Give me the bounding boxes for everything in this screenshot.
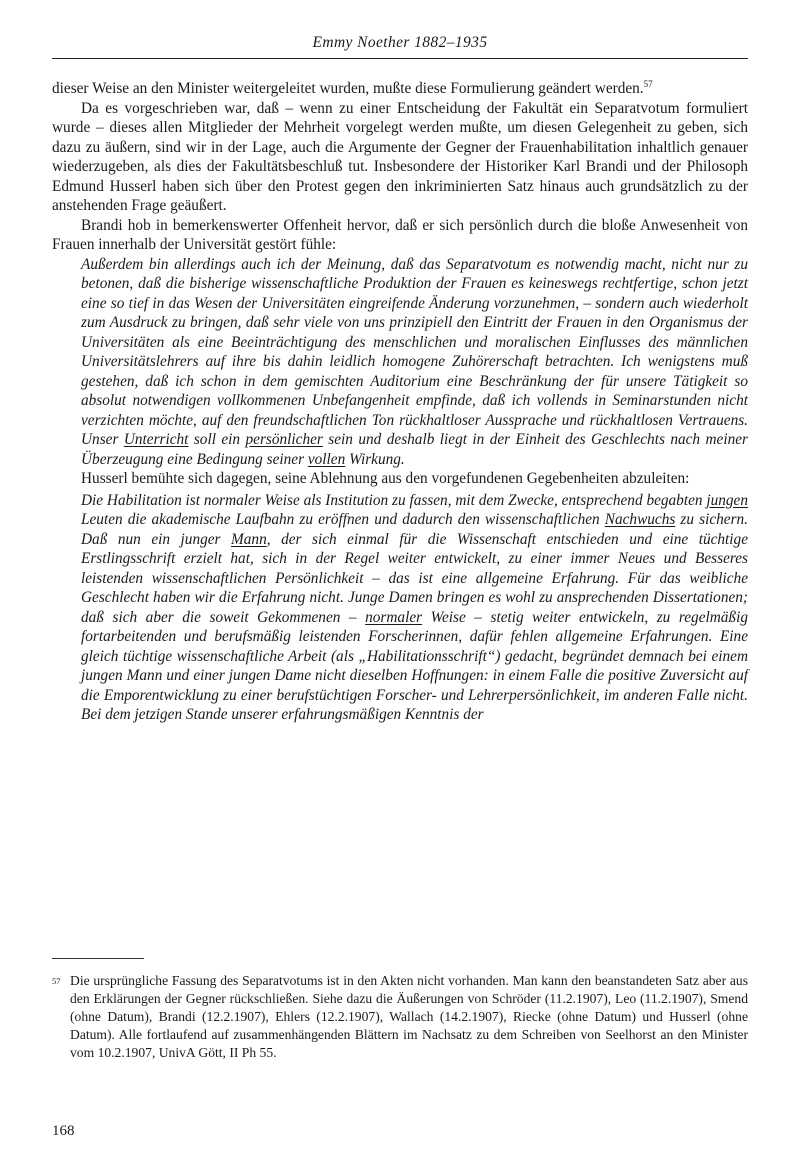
body-text (52, 79, 748, 725)
paragraph-3: Brandi hob in bemerkenswerter Offenheit hervor, daß er sich persönlich durch die bloße Anwesenheit von Frauen innerhalb der Universität gestört fühle: (52, 216, 748, 253)
footnote-number: 57 (52, 976, 61, 986)
paragraph-2: Da es vorgeschrieben war, daß – wenn zu einer Entscheidung der Fakultät ein Separatvotum formuliert wurde – dieses allen Mitglieder der Mehrheit vorgelegt werden mußte, um diesen Gelegenheit zu geben, sich dazu zu äußern, sind wir in der Lage, auch die Argumente der Gegner der Frauenhabilitation inhaltlich genauer wiederzugeben, als dies der Fakultätsbeschluß tut. Insbesondere der Historiker Karl Brandi und der Philosoph Edmund Husserl haben sich über den Protest gegen den inkriminierten Satz hinaus auch grundsätzlich zu der anstehenden Frage geäußert. (52, 99, 748, 214)
page-number: 168 (52, 1123, 75, 1139)
paragraph-4: Husserl bemühte sich dagegen, seine Ablehnung aus den vorgefundenen Gegebenheiten abzuleiten: (81, 470, 690, 487)
block-quote-husserl: Die Habilitation ist normaler Weise als Institution zu fassen, mit dem Zwecke, entsprechend begabten jungen Leuten die akademische Laufbahn zu eröffnen und dadurch den wissenschaftlichen Nachwuchs zu sichern. Daß nun ein junger Mann, der sich einmal für die Wissenschaft entschieden und eine tüchtige Erstlingsschrift erzielt hat, sich in der Regel weiter entwickelt, zu einer immer Neues und Besseres leistenden wissenschaftlichen Persönlichkeit – das ist eine allgemeine Erfahrung. Für das weibliche Geschlecht haben wir die Erfahrung nicht. Junge Damen bringen es wohl zu ansprechenden Dissertationen; daß sich aber die soweit Gekommenen – normaler Weise – stetig weiter entwickeln, zu regelmäßig fortarbeitenden und berufsmäßig leistenden Forscherinnen, dafür fehlen allgemeine Erfahrungen. Eine gleich tüchtige wissenschaftliche Arbeit (als „Habilitationsschrift“) gedacht, begründet demnach bei einem jungen Mann und einer jungen Dame nicht dieselben Hoffnungen: in einem Falle die positive Zuversicht auf die Emporentwicklung zu einer berufstüchtigen Forscher- und Lehrerpersönlichkeit, im anderen Falle nicht. Bei dem jetzigen Stande unserer erfahrungsmäßigen Kenntnis der (81, 491, 748, 723)
footnote-rule (52, 958, 144, 959)
block-quote-brandi: Außerdem bin allerdings auch ich der Meinung, daß das Separatvotum es notwendig macht, nicht nur zu betonen, daß die bisherige wissenschaftliche Produktion der Frauen es keineswegs rechtfertige, schon jetzt eine so tief in das Wesen der Universitäten eingreifende Änderung vorzunehmen, – sondern auch wiederholt zum Ausdruck zu bringen, daß sehr viele von uns prinzipiell den Eintritt der Frauen in den Organismus der Universitäten als eine Beeinträchtigung des menschlichen und moralischen Einflusses des männlichen Universitätslehrers auf ihre bis dahin leidlich homogene Zuhörerschaft betrachten. Ich wenigstens muß gestehen, daß ich schon in dem gemischten Auditorium eine Beschränkung der für unsere Tätigkeit so absolut notwendigen vollkommenen Unbefangenheit empfinde, daß ich vollends in Seminarstunden nicht verzichten möchte, auf den freundschaftlichen Ton rückhaltloser Aussprache und rückhaltlosen Vertrauens. Unser Unterricht soll ein persönlicher sein und deshalb liegt in der Einheit des Geschlechts nach meiner Überzeugung eine Bedingung seiner vollen Wirkung. (81, 255, 748, 468)
footnote-reference[interactable]: 57 (643, 79, 653, 89)
underlined-word: Nachwuchs (604, 511, 676, 528)
underlined-word: persönlicher (245, 431, 323, 448)
header-rule (52, 58, 748, 59)
underlined-word: normaler (365, 608, 423, 626)
underlined-word: jungen (706, 491, 748, 509)
footnote-text: Die ursprüngliche Fassung des Separatvotums ist in den Akten nicht vorhanden. Man kann den beanstandeten Satz aber aus den Erklärungen der Gegner rückschließen. Siehe dazu die Äußerungen von Schröder (11.2.1907), Leo (11.2.1907), Smend (ohne Datum), Brandi (12.2.1907), Ehlers (12.2.1907), Wallach (14.2.1907), Riecke (ohne Datum) und Husserl (ohne Datum). Alle fortlaufend auf zusammenhängenden Blättern im Nachsatz zu dem Schreiben von Seelhorst an den Minister vom 10.2.1907, UnivA Gött, II Ph 55. (70, 973, 748, 1060)
paragraph-1: dieser Weise an den Minister weitergeleitet wurden, mußte diese Formulierung geändert werden.$^{57}$ (52, 79, 653, 97)
footnote-57 (52, 972, 748, 1062)
underlined-word: Mann (231, 530, 267, 548)
underlined-word: Unterricht (123, 431, 189, 448)
running-header: Emmy Noether 1882–1935 (312, 34, 488, 51)
underlined-word: vollen (307, 450, 346, 468)
